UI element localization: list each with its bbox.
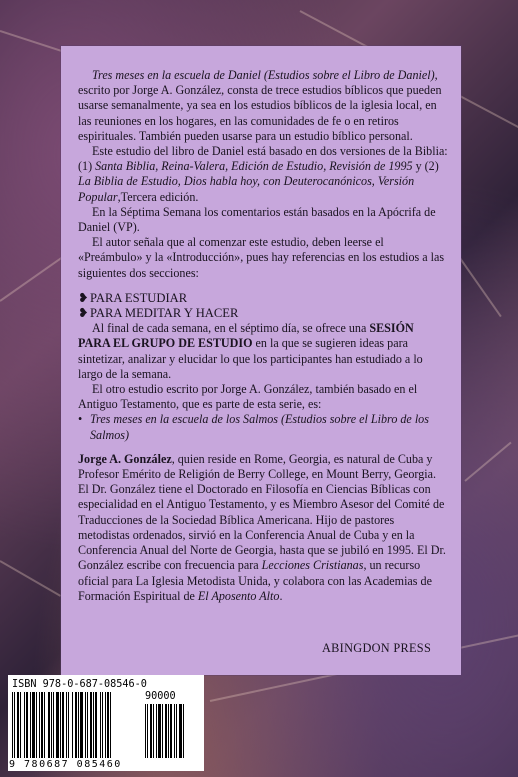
section-heading-meditar	[78, 306, 448, 321]
section-estudiar-label: PARA ESTUDIAR	[90, 290, 188, 305]
intro-paragraph-2	[78, 144, 448, 205]
publication-name-1: Lecciones Cristianas	[261, 558, 364, 573]
p5-b: en la que se sugieren ideas para sintetizar, analizar y elucidar lo que los participantes han estudiado a lo largo de la semana.	[78, 336, 423, 381]
group-session-label: SESIÓN PARA EL GRUPO DE ESTUDIO	[78, 321, 414, 351]
price-code: 90000	[145, 691, 176, 702]
group-session-paragraph	[78, 321, 448, 382]
section-meditar-label: PARA MEDITAR Y HACER	[90, 306, 239, 321]
intro-paragraph-4: El autor señala que al comenzar este estudio, deben leerse el «Preámbulo» y la «Introducción», pues hay referencias en los estudios a las siguientes dos secciones:	[78, 235, 445, 280]
marble-vein	[0, 560, 61, 597]
bible-version-2: La Biblia de Estudio, Dios habla hoy, con Deuterocanónicos, Versión Popular	[78, 174, 415, 204]
author-name: Jorge A. González	[78, 451, 172, 466]
author-bio-a: , quien reside en Rome, Georgia, es natural de Cuba y Profesor Emérito de Religión de Berry College, en Mount Berry, Georgia. El Dr. González tiene el Doctorado en Filosofía en Ciencias Bíblicas con especialidad en el Antiguo Testamento, y es Miembro Asesor del Comité de Traducciones de la Sociedad Bíblica Americana. Hijo de pastores metodistas ordenados, sirvió en la Conferencia Anual de Cuba y en la Conferencia Anual del Norte de Georgia, hasta que se jubiló en 1995. El Dr. González escribe con frecuencia para	[78, 451, 446, 573]
author-bio-c: .	[279, 588, 283, 603]
intro-p2-e: ,Tercera edición.	[117, 189, 199, 204]
intro-paragraph-3: En la Séptima Semana los comentarios están basados en la Apócrifa de Daniel (VP).	[78, 204, 436, 235]
intro-p2-c: y (2)	[412, 159, 439, 174]
ean-barcode-icon	[12, 692, 111, 758]
marble-vein	[454, 250, 502, 317]
other-study-paragraph: El otro estudio escrito por Jorge A. González, también basado en el Antiguo Testamento, que es parte de esta serie, es:	[78, 382, 418, 412]
heart-bullet-icon: ❥	[78, 290, 89, 305]
author-bio	[78, 452, 448, 604]
intro-paragraph-1	[78, 68, 448, 144]
intro-p2-a: Este estudio del libro de Daniel está basado en dos versiones de la Biblia: (1)	[78, 144, 448, 174]
bible-version-1: Santa Biblia, Reina-Valera, Edición de Estudio, Revisión de 1995	[95, 159, 413, 174]
marble-vein	[464, 442, 511, 482]
publication-name-2: El Aposento Alto	[197, 588, 280, 603]
intro-p1-text: , escrito por Jorge A. González, consta de trece estudios bíblicos que pueden usarse semanalmente, ya sea en los estudios bíblicos de la iglesia local, en las reuniones en los hogares, en las comunidades de fe o en retiros espirituales. También pueden usarse para un estudio bíblico personal.	[78, 68, 442, 143]
p5-a: Al final de cada semana, en el séptimo día, se ofrece una	[92, 321, 370, 336]
heart-bullet-icon: ❥	[78, 306, 89, 321]
publisher-name: ABINGDON PRESS	[322, 641, 432, 655]
back-cover-text	[78, 68, 448, 604]
price-barcode-icon	[145, 704, 184, 758]
author-bio-b: , un recurso oficial para La Iglesia Metodista Unida, y colabora con las Academias de Formación Espiritual de	[78, 558, 432, 603]
section-heading-estudiar	[78, 291, 448, 306]
marble-vein	[0, 254, 66, 302]
bullet-dot-icon: •	[78, 412, 83, 427]
related-book-item	[78, 412, 448, 442]
related-book-title: Tres meses en la escuela de los Salmos (Estudios sobre el Libro de los Salmos)	[90, 412, 429, 442]
ean-digits: 9 780687 085460	[9, 759, 122, 770]
isbn-number: ISBN 978-0-687-08546-0	[12, 679, 147, 690]
book-title: Tres meses en la escuela de Daniel (Estudios sobre el Libro de Daniel)	[92, 68, 435, 82]
